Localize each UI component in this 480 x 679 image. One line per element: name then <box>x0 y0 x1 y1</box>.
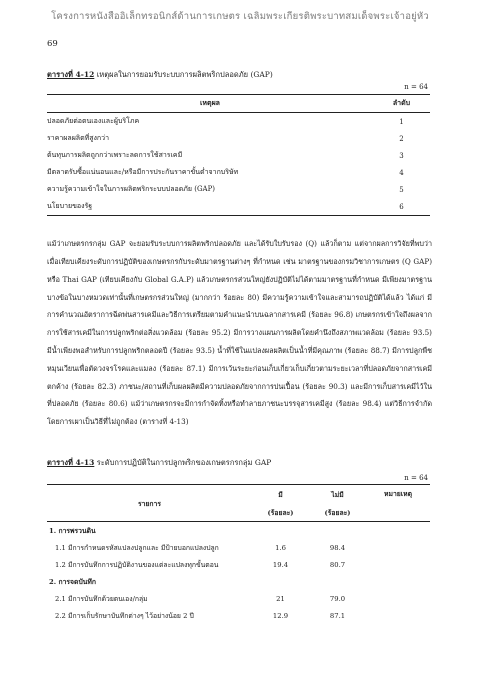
table-row <box>47 607 430 624</box>
yes-percent: 1.6 <box>275 543 286 552</box>
table-row <box>47 539 430 556</box>
reason-cell: นโยบายของรัฐ <box>47 198 373 216</box>
reason-cell: มีตลาดรับซื้อแน่นอนและ/หรือมีการประกันราคาขั้นต่ำจากบริษัท <box>47 168 239 176</box>
table-row <box>47 164 430 181</box>
note-cell <box>366 539 430 556</box>
table2-label: ตารางที่ 4-13 <box>47 458 95 467</box>
note-cell <box>366 556 430 573</box>
reasons-table <box>47 94 430 216</box>
reason-column-header: เหตุผล <box>47 95 373 113</box>
no-percent: 98.4 <box>329 543 346 552</box>
table-row <box>47 556 430 573</box>
yes-column-header: มี <box>252 485 309 504</box>
table1-label: ตารางที่ 4-12 <box>47 70 95 79</box>
table2-title: ระดับการปฏิบัติในการปลูกพริกของเกษตรกรกลุ่ม GAP <box>96 458 272 467</box>
table2-header-row <box>47 485 430 504</box>
rank-cell: 5 <box>399 185 404 194</box>
table-row <box>47 198 430 216</box>
table1-title: เหตุผลในการยอมรับระบบการผลิตพริกปลอดภัย (GAP) <box>96 70 273 79</box>
section-title: 2. การจดบันทึก <box>49 578 96 586</box>
note-cell <box>366 607 430 624</box>
item-label: 2.2 มีการเก็บรักษาบันทึกต่างๆ ไว้อย่างน้อย 2 ปี <box>55 612 194 620</box>
rank-cell: 1 <box>399 117 404 126</box>
rank-cell: 3 <box>399 151 404 160</box>
no-percent: 79.0 <box>329 594 346 603</box>
table2-sample-size: n = 64 <box>404 474 428 482</box>
item-column-header: รายการ <box>47 485 252 522</box>
item-label: 2.1 มีการบันทึกด้วยตนเอง/กลุ่ม <box>55 595 148 603</box>
section-row <box>47 573 430 590</box>
reason-cell: ปลอดภัยต่อตนเองและผู้บริโภค <box>47 117 140 125</box>
yes-percent: 19.4 <box>272 560 289 569</box>
table-row <box>47 181 430 198</box>
reason-cell: ราคาผลผลิตที่สูงกว่า <box>47 134 110 142</box>
item-label: 1.2 มีการบันทึกการปฏิบัติงานของแต่ละแปลงทุกขั้นตอน <box>55 561 219 569</box>
reason-cell: ความรู้ความเข้าใจในการผลิตพริกระบบปลอดภัย (GAP) <box>47 185 216 193</box>
table-row <box>47 113 430 131</box>
table1-sample-size: n = 64 <box>404 83 428 91</box>
note-cell <box>366 590 430 607</box>
no-percent: 80.7 <box>329 560 346 569</box>
no-unit-header: (ร้อยละ) <box>309 503 366 522</box>
no-column-header: ไม่มี <box>309 485 366 504</box>
note-column-header: หมายเหตุ <box>366 485 430 522</box>
body-paragraph: แม้ว่าเกษตรกรกลุ่ม GAP จะยอมรับระบบการผลิตพริกปลอดภัย และได้รับใบรับรอง (Q) แล้วก็ตาม แต่จากผลการวิจัยที่พบว่า เมื่อเทียบเคียงระดับการปฏิบัติของเกษตรกรกับระดับมาตรฐานต่างๆ ที่กำหนด เช่น มาตรฐานของกรมวิชาการเกษตร (Q GAP) หรือ Thai GAP (เทียบเคียงกับ Global G.A.P) แล้วเกษตรกรส่วนใหญ่ยังปฏิบัติไม่ได้ตามมาตรฐานที่กำหนด มีเพียงมาตรฐานบางข้อในบางหมวดเท่านั้นที่เกษตรกรส่วนใหญ่ (มากกว่า ร้อยละ 80) มีความรู้ความเข้าใจและสามารถปฏิบัติได้แล้ว ได้แก่ มีการคำนวณอัตราการฉีดพ่นสารเคมีและวิธีการเตรียมตามคำแนะนำบนฉลากสารเคมี (ร้อยละ 96.8) เกษตรกรเข้าใจถึงผลจากการใช้สารเคมีในการปลูกพริกต่อสิ่งแวดล้อม (ร้อยละ 95.2) มีการวางแผนการผลิตโดยคำนึงถึงสภาพแวดล้อม (ร้อยละ 93.5) มีน้ำเพียงพอสำหรับการปลูกพริกตลอดปี (ร้อยละ 93.5) น้ำที่ใช้ในแปลงผลผลิตเป็นน้ำที่มีคุณภาพ (ร้อยละ 88.7) มีการปลูกพืชหมุนเวียนเพื่อตัดวงจรโรคและแมลง (ร้อยละ 87.1) มีการเว้นระยะก่อนเก็บเกี่ยวเก็บเกี่ยวตามระยะเวลาที่ปลอดภัยจากสารเคมีตกค้าง (ร้อยละ 82.3) ภาชนะ/สถานที่เก็บผลผลิตมีความปลอดภัยจากการปนเปื้อน (ร้อยละ 90.3) และมีการเก็บสารเคมีไว้ในที่ปลอดภัย (ร้อยละ 80.6) แม้ว่าเกษตรกรจะมีการกำจัดทิ้งหรือทำลายภาชนะบรรจุสารเคมีสูง (ร้อยละ 98.4) แต่วิธีการจำกัดโดยการเผาเป็นวิธีที่ไม่ถูกต้อง (ตารางที่ 4-13) <box>47 239 432 427</box>
rank-column-header: ลำดับ <box>373 95 430 113</box>
item-label: 1.1 มีการกำหนดรหัสแปลงปลูกและ มีป้ายบอกแปลงปลูก <box>55 544 219 552</box>
table1-header-row <box>47 95 430 113</box>
page-number: 69 <box>47 39 58 49</box>
table-row <box>47 130 430 147</box>
section-title: 1. การพรวนดิน <box>49 527 96 535</box>
table2-caption <box>47 457 271 469</box>
table-row <box>47 147 430 164</box>
section-row <box>47 522 430 540</box>
yes-percent: 12.9 <box>272 611 289 620</box>
table-row <box>47 590 430 607</box>
rank-cell: 2 <box>399 134 404 143</box>
yes-percent: 21 <box>276 594 285 603</box>
practice-level-table <box>47 484 430 624</box>
table1-caption <box>47 69 273 81</box>
rank-cell: 4 <box>399 168 404 177</box>
reason-cell: ต้นทุนการผลิตถูกกว่าเพราะลดการใช้สารเคมี <box>47 151 183 159</box>
no-percent: 87.1 <box>329 611 346 620</box>
rank-cell: 6 <box>373 198 430 216</box>
yes-unit-header: (ร้อยละ) <box>252 503 309 522</box>
book-series-header: โครงการหนังสืออิเล็กทรอนิกส์ด้านการเกษตร เฉลิมพระเกียรติพระบาทสมเด็จพระเจ้าอยู่หัว <box>51 11 429 22</box>
